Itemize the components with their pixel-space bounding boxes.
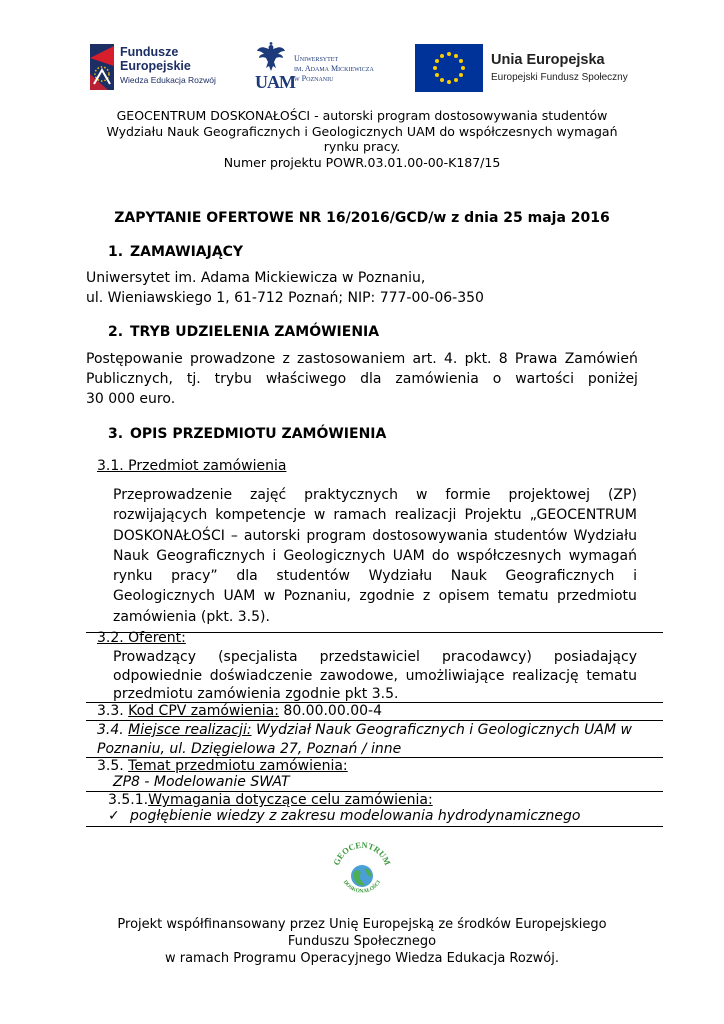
section-number: 2. [108,324,124,340]
word: poniżej [587,371,638,387]
uam-line1: Uniwersytet [294,54,339,63]
fundusze-line2: Europejskie [120,58,191,73]
word: i [272,547,277,564]
eu-logo [415,44,635,94]
topic-label: Temat przedmiotu zamówienia: [128,758,348,774]
word: z [422,588,431,605]
word: zajęć [250,487,287,503]
word: zgodnie [359,588,415,605]
fundusze-line1: Fundusze [120,45,179,59]
word: Zamówień [564,351,638,367]
word: w [263,588,276,605]
word: Nauk [450,568,487,585]
word: do [431,547,450,564]
eu-line2: Europejski Fundusz Społeczny [491,72,628,83]
word: pkt. [464,351,492,367]
justified-line [113,546,637,566]
word: dostosowywania [372,527,488,544]
word: projektowej [508,487,591,503]
subsection-number: 3.3. [97,703,124,719]
word: studentów [276,568,350,585]
section-2-body [86,349,638,409]
word: odpowiednie [113,667,203,684]
word: dla [236,568,258,585]
word: posiadający [553,649,637,665]
text-line: ul. Wieniawskiego 1, 61-712 Poznań; NIP: 777-00-06-350 [86,290,484,306]
subsection-3-3 [97,703,382,720]
word: trybu [214,371,252,387]
word: Geologicznych [113,588,216,605]
geocentrum-bottom-text: DOSKONAŁOŚCI [341,879,383,895]
text-line: przedmiotu zamówienia zgodnie pkt 3.5. [113,686,399,702]
justified-line [113,485,637,505]
section-title: TRYB UDZIELENIA ZAMÓWIENIA [130,324,380,340]
subsection-3-1-label [97,458,286,474]
footer-line1: Projekt współfinansowany przez Unię Europejską ze środków Europejskiego [117,917,607,932]
eu-line1: Unia Europejska [491,52,605,68]
requirement-text: pogłębienie wiedzy z zakresu modelowania hydrodynamicznego [130,808,581,824]
word: – [230,527,238,544]
section-title: OPIS PRZEDMIOTU ZAMÓWIENIA [130,426,387,442]
subsection-number: 3.4. [97,722,124,738]
word: tematu [497,588,549,605]
word: DOSKONAŁOŚCI [113,527,225,544]
word: praktycznych [304,487,399,503]
word: z [282,351,290,367]
word: Postępowanie [86,351,183,367]
justified-line [113,586,637,606]
word: formie [445,487,491,503]
word: Prowadzący [113,649,197,665]
word: Geologicznych [283,547,386,564]
header-line3: rynku pracy. [323,139,401,154]
word: 4. [443,351,458,367]
word: realizację [512,667,579,684]
subsection-3-1-body [113,485,637,627]
word: doświadczenie [209,667,313,684]
word: Przeprowadzenie [113,487,233,503]
section-number: 3. [108,426,124,442]
word: program [306,527,367,544]
section-3-heading [108,426,386,442]
word: (ZP) [607,487,637,503]
footer-line2: Funduszu Społecznego [287,934,437,949]
word: pracodawcy) [441,649,532,665]
word: rynku [113,568,153,585]
word: Geograficznych [156,547,266,564]
subsection-3-5-1 [108,792,433,809]
word: tj. [186,371,201,387]
word: tematu [586,667,637,684]
word: Prawa [514,351,558,367]
cpv-code: 80.00.00.00-4 [283,703,382,719]
footer-line3: w ramach Programu Operacyjnego Wiedza Edukacja Rozwój. [164,951,559,966]
subsection-label: 3.2. Oferent: [97,630,186,646]
geocentrum-top-text: GEOCENTRUM [331,839,393,867]
section-number: 1. [108,244,124,260]
section-2-heading [108,324,379,340]
topic-value: ZP8 - Modelowanie SWAT [113,774,290,790]
word: 8 [498,351,508,367]
word: przedstawiciel [319,649,420,665]
text-line: 30 000 euro. [86,391,176,407]
fundusze-line3: Wiedza Edukacja Rozwój [120,75,216,85]
word: w [313,507,326,524]
checkmark-icon: ✓ [108,808,120,824]
fundusze-flag-icon [90,44,114,90]
word: zastosowaniem [297,351,406,367]
word: Wydziału [573,527,637,544]
uam-logo [252,42,387,94]
text-line: zamówienia (pkt. 3.5). [113,608,270,625]
footer [60,916,664,967]
subsection-3-2-body [113,648,637,704]
word: wymagań [568,547,637,564]
project-header [60,108,664,170]
uam-line3: w Poznaniu [294,74,334,83]
word: wartości [515,371,574,387]
subsection-3-5 [97,758,348,775]
word: dla [360,371,382,387]
subsection-label: 3.1. Przedmiot zamówienia [97,458,287,474]
word: art. [412,351,437,367]
header-line2: Wydziału Nauk Geograficznych i Geologicznych UAM do współczesnych wymagań [106,123,618,139]
subsection-3-2-label [97,630,186,647]
location-value-line1: Wydział Nauk Geograficznych i Geologicznych UAM w [256,722,632,738]
word: Nauk [113,547,150,564]
requirement-item [108,808,580,825]
word: i [633,568,637,585]
justified-line [113,505,637,525]
word: prowadzone [190,351,276,367]
word: opisem [438,588,490,605]
word: realizacji [394,507,457,524]
uam-line2: im. Adama Mickiewicza [294,64,374,73]
fundusze-europejskie-logo [90,42,220,94]
word: Publicznych, [86,371,173,387]
section-title: ZAMAWIAJĄCY [130,244,244,260]
geocentrum-logo [330,838,394,902]
section-1-body [86,268,484,308]
word: ramach [333,507,387,524]
word: przedmiotu [556,588,637,605]
justified-line [86,349,638,369]
word: Projektu [464,507,522,524]
word: właściwego [265,371,347,387]
cpv-label: Kod CPV zamówienia: [128,703,279,719]
word: „GEOCENTRUM [529,507,637,524]
word: o [492,371,502,387]
word: UAM [223,588,256,605]
word: kompetencje [215,507,306,524]
justified-line [113,566,637,586]
word: Wydziału [368,568,433,585]
document-title: ZAPYTANIE OFERTOWE NR 16/2016/GCD/w z dnia 25 maja 2016 [114,210,610,226]
word: zawodowe, [320,667,398,684]
justified-line [113,526,637,546]
location-value-line2: Poznaniu, ul. Dzięgielowa 27, Poznań / inne [97,741,402,757]
word: Geograficznych [505,568,615,585]
word: UAM [392,547,425,564]
subsection-3-4 [97,721,632,759]
word: autorski [243,527,301,544]
subsection-number: 3.5.1. [108,792,149,808]
word: studentów [493,527,568,544]
subsection-number: 3.5. [97,758,124,774]
eagle-icon [256,42,286,74]
eu-flag-icon [415,44,483,92]
word: zamówienia [395,371,479,387]
word: umożliwiające [405,667,505,684]
word: (specjalista [218,649,298,665]
word: Poznaniu, [283,588,351,605]
justified-line [113,667,637,686]
row-divider [86,826,663,827]
location-label: Miejsce realizacji: [128,722,252,738]
project-number: Numer projektu POWR.03.01.00-00-K187/15 [223,154,501,170]
word: w [415,487,428,503]
requirements-label: Wymagania dotyczące celu zamówienia: [148,792,433,808]
text-line: Uniwersytet im. Adama Mickiewicza w Poznaniu, [86,270,426,286]
justified-line [86,369,638,389]
word: współczesnych [456,547,562,564]
section-1-heading [108,244,243,260]
justified-line [113,648,637,667]
word: pracy” [171,568,218,585]
word: rozwijających [113,507,208,524]
uam-abbr: UAM [255,72,295,92]
header-line1: GEOCENTRUM DOSKONAŁOŚCI - autorski program dostosowywania studentów [116,108,608,123]
